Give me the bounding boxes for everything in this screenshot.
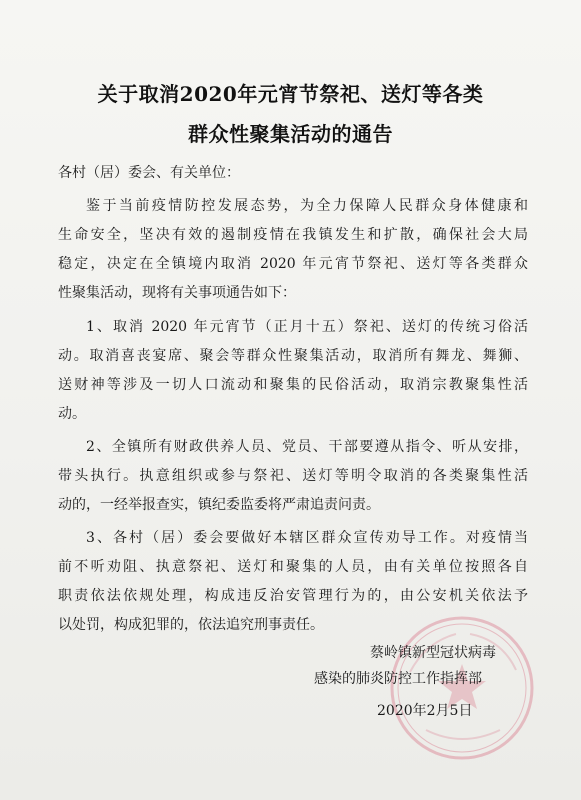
item-3-line-4: 以处罚，构成犯罪的，依法追究刑事责任。	[58, 617, 324, 633]
item-1-line-3: 送财神等涉及一切人口流动和聚集的民俗活动，取消宗教聚集性活	[58, 377, 528, 393]
item-1-line-4: 动。	[58, 406, 86, 422]
paragraph-intro-line-3: 稳定，决定在全镇境内取消 2020 年元宵节祭祀、送灯等各类群众	[58, 256, 528, 272]
signature-line-1: 蔡岭镇新型冠状病毒	[370, 645, 496, 661]
item-3-line-1: 3、各村（居）委会要做好本辖区群众宣传劝导工作。对疫情当	[86, 530, 528, 546]
item-2-line-2: 带头执行。执意组织或参与祭祀、送灯等明令取消的各类聚集性活	[58, 468, 528, 484]
addressee: 各村（居）委会、有关单位：	[58, 165, 240, 181]
seal-arc-mark-3	[426, 730, 500, 739]
item-1-line-1: 1、取消 2020 年元宵节（正月十五）祭祀、送灯的传统习俗活	[86, 319, 528, 335]
paragraph-intro-line-4: 性聚集活动，现将有关事项通告如下：	[58, 285, 296, 301]
item-3-line-2: 前不听劝阻、执意祭祀、送灯和聚集的人员，由有关单位按照各自	[58, 559, 528, 575]
notice-title-line-2: 群众性聚集活动的通告	[188, 122, 393, 146]
notice-date: 2020年2月5日	[377, 703, 473, 719]
item-3-line-3: 职责依法依规处理，构成违反治安管理行为的，由公安机关依法予	[58, 588, 528, 604]
item-2-line-1: 2、全镇所有财政供养人员、党员、干部要遵从指令、听从安排，	[86, 439, 528, 455]
notice-title-line-1: 关于取消2020年元宵节祭祀、送灯等各类	[97, 82, 484, 106]
paragraph-intro-line-2: 生命安全，坚决有效的遏制疫情在我镇发生和扩散，确保社会大局	[58, 227, 528, 243]
paragraph-intro-line-1: 鉴于当前疫情防控发展态势，为全力保障人民群众身体健康和	[86, 198, 528, 214]
item-2-line-3: 动的，一经举报查实，镇纪委监委将严肃追责问责。	[58, 497, 380, 513]
item-1-line-2: 动。取消喜丧宴席、聚会等群众性聚集活动，取消所有舞龙、舞狮、	[58, 348, 528, 364]
signature-line-2: 感染的肺炎防控工作指挥部	[314, 671, 482, 687]
